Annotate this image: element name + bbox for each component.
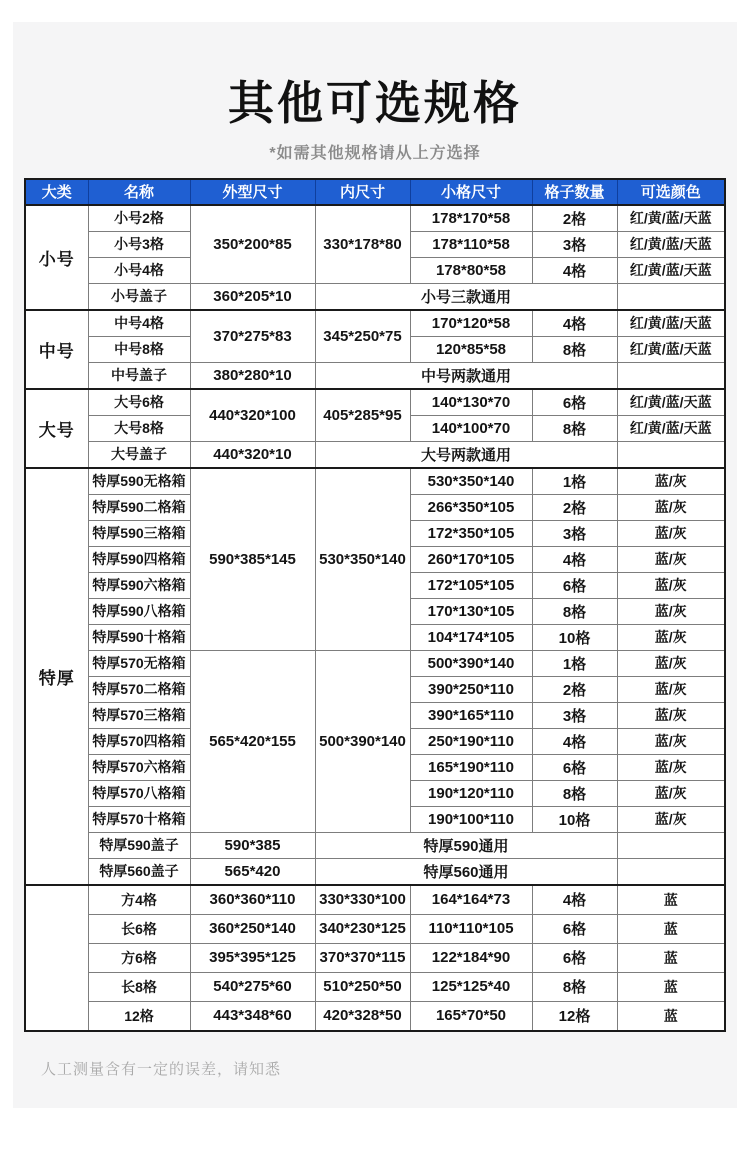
spec-card — [13, 22, 737, 1108]
cell-size-cell: 170*130*105 — [410, 598, 532, 624]
shared-note-cell: 中号两款通用 — [315, 362, 617, 389]
name-cell: 特厚590四格箱 — [88, 546, 190, 572]
category-cell: 特厚 — [25, 468, 88, 885]
outer-size-cell: 540*275*60 — [190, 972, 315, 1001]
cell-size-cell: 104*174*105 — [410, 624, 532, 650]
section-misc — [25, 885, 725, 1031]
grid-count-cell: 8格 — [532, 415, 617, 441]
page-title: 其他可选规格 — [228, 77, 522, 129]
name-cell: 特厚590六格箱 — [88, 572, 190, 598]
grid-count-cell: 4格 — [532, 728, 617, 754]
inner-size-cell: 370*370*115 — [315, 943, 410, 972]
colors-cell: 蓝/灰 — [617, 494, 725, 520]
cell-size-cell: 172*350*105 — [410, 520, 532, 546]
name-cell: 中号盖子 — [88, 362, 190, 389]
name-cell: 大号8格 — [88, 415, 190, 441]
name-cell: 大号6格 — [88, 389, 190, 416]
col-header-outer-size: 外型尺寸 — [190, 179, 315, 205]
table-row — [25, 310, 725, 337]
inner-size-cell: 330*178*80 — [315, 205, 410, 284]
outer-size-cell: 590*385 — [190, 832, 315, 858]
cell-size-cell: 178*170*58 — [410, 205, 532, 232]
colors-cell: 蓝/灰 — [617, 676, 725, 702]
cell-size-cell: 125*125*40 — [410, 972, 532, 1001]
name-cell: 方6格 — [88, 943, 190, 972]
cell-size-cell: 530*350*140 — [410, 468, 532, 495]
name-cell: 特厚590无格箱 — [88, 468, 190, 495]
name-cell: 特厚570十格箱 — [88, 806, 190, 832]
cell-size-cell: 110*110*105 — [410, 914, 532, 943]
shared-note-cell: 特厚590通用 — [315, 832, 617, 858]
cell-size-cell: 165*190*110 — [410, 754, 532, 780]
table-row — [25, 1001, 725, 1031]
empty-colors-cell — [617, 362, 725, 389]
col-header-colors: 可选颜色 — [617, 179, 725, 205]
name-cell: 小号2格 — [88, 205, 190, 232]
table-row — [25, 832, 725, 858]
outer-size-cell: 565*420*155 — [190, 650, 315, 832]
inner-size-cell: 330*330*100 — [315, 885, 410, 915]
section-small — [25, 205, 725, 310]
grid-count-cell: 1格 — [532, 468, 617, 495]
grid-count-cell: 8格 — [532, 336, 617, 362]
cell-size-cell: 260*170*105 — [410, 546, 532, 572]
cell-size-cell: 170*120*58 — [410, 310, 532, 337]
grid-count-cell: 2格 — [532, 494, 617, 520]
header-row — [25, 179, 725, 205]
cell-size-cell: 172*105*105 — [410, 572, 532, 598]
outer-size-cell: 350*200*85 — [190, 205, 315, 284]
name-cell: 特厚570六格箱 — [88, 754, 190, 780]
colors-cell: 蓝/灰 — [617, 780, 725, 806]
colors-cell: 蓝 — [617, 1001, 725, 1031]
table-row — [25, 389, 725, 416]
measurement-disclaimer: 人工测量含有一定的误差，请知悉 — [41, 1060, 282, 1078]
name-cell: 长8格 — [88, 972, 190, 1001]
cell-size-cell: 178*110*58 — [410, 231, 532, 257]
empty-colors-cell — [617, 441, 725, 468]
outer-size-cell: 370*275*83 — [190, 310, 315, 363]
name-cell: 特厚560盖子 — [88, 858, 190, 885]
outer-size-cell: 360*205*10 — [190, 283, 315, 310]
grid-count-cell: 10格 — [532, 806, 617, 832]
inner-size-cell: 340*230*125 — [315, 914, 410, 943]
cell-size-cell: 120*85*58 — [410, 336, 532, 362]
grid-count-cell: 2格 — [532, 205, 617, 232]
inner-size-cell: 420*328*50 — [315, 1001, 410, 1031]
outer-size-cell: 360*250*140 — [190, 914, 315, 943]
name-cell: 中号4格 — [88, 310, 190, 337]
colors-cell: 蓝 — [617, 885, 725, 915]
cell-size-cell: 390*250*110 — [410, 676, 532, 702]
colors-cell: 蓝/灰 — [617, 702, 725, 728]
empty-colors-cell — [617, 858, 725, 885]
category-cell: 大号 — [25, 389, 88, 468]
colors-cell: 蓝/灰 — [617, 650, 725, 676]
grid-count-cell: 4格 — [532, 885, 617, 915]
name-cell: 特厚590盖子 — [88, 832, 190, 858]
inner-size-cell: 345*250*75 — [315, 310, 410, 363]
cell-size-cell: 190*120*110 — [410, 780, 532, 806]
section-extra-thick — [25, 468, 725, 885]
outer-size-cell: 590*385*145 — [190, 468, 315, 651]
name-cell: 小号4格 — [88, 257, 190, 283]
table-row — [25, 914, 725, 943]
category-cell: 小号 — [25, 205, 88, 310]
name-cell: 长6格 — [88, 914, 190, 943]
colors-cell: 蓝/灰 — [617, 728, 725, 754]
colors-cell: 蓝/灰 — [617, 598, 725, 624]
colors-cell: 蓝/灰 — [617, 624, 725, 650]
table-row — [25, 362, 725, 389]
name-cell: 特厚570四格箱 — [88, 728, 190, 754]
grid-count-cell: 10格 — [532, 624, 617, 650]
inner-size-cell: 500*390*140 — [315, 650, 410, 832]
colors-cell: 蓝/灰 — [617, 754, 725, 780]
grid-count-cell: 6格 — [532, 943, 617, 972]
col-header-name: 名称 — [88, 179, 190, 205]
col-header-category: 大类 — [25, 179, 88, 205]
colors-cell: 红/黄/蓝/天蓝 — [617, 389, 725, 416]
grid-count-cell: 8格 — [532, 972, 617, 1001]
grid-count-cell: 6格 — [532, 914, 617, 943]
grid-count-cell: 2格 — [532, 676, 617, 702]
grid-count-cell: 1格 — [532, 650, 617, 676]
outer-size-cell: 440*320*100 — [190, 389, 315, 442]
table-row — [25, 885, 725, 915]
empty-colors-cell — [617, 283, 725, 310]
grid-count-cell: 3格 — [532, 231, 617, 257]
colors-cell: 蓝/灰 — [617, 806, 725, 832]
colors-cell: 蓝 — [617, 972, 725, 1001]
cell-size-cell: 190*100*110 — [410, 806, 532, 832]
section-medium — [25, 310, 725, 389]
outer-size-cell: 360*360*110 — [190, 885, 315, 915]
name-cell: 方4格 — [88, 885, 190, 915]
grid-count-cell: 6格 — [532, 754, 617, 780]
cell-size-cell: 266*350*105 — [410, 494, 532, 520]
spec-table — [24, 178, 726, 1032]
cell-size-cell: 122*184*90 — [410, 943, 532, 972]
outer-size-cell: 443*348*60 — [190, 1001, 315, 1031]
cell-size-cell: 165*70*50 — [410, 1001, 532, 1031]
colors-cell: 红/黄/蓝/天蓝 — [617, 310, 725, 337]
name-cell: 特厚570二格箱 — [88, 676, 190, 702]
shared-note-cell: 小号三款通用 — [315, 283, 617, 310]
section-large — [25, 389, 725, 468]
colors-cell: 蓝 — [617, 914, 725, 943]
grid-count-cell: 4格 — [532, 257, 617, 283]
name-cell: 12格 — [88, 1001, 190, 1031]
grid-count-cell: 8格 — [532, 780, 617, 806]
shared-note-cell: 特厚560通用 — [315, 858, 617, 885]
colors-cell: 红/黄/蓝/天蓝 — [617, 415, 725, 441]
name-cell: 特厚590八格箱 — [88, 598, 190, 624]
colors-cell: 红/黄/蓝/天蓝 — [617, 231, 725, 257]
colors-cell: 红/黄/蓝/天蓝 — [617, 336, 725, 362]
cell-size-cell: 140*100*70 — [410, 415, 532, 441]
colors-cell: 红/黄/蓝/天蓝 — [617, 205, 725, 232]
category-cell-empty — [25, 885, 88, 1031]
cell-size-cell: 500*390*140 — [410, 650, 532, 676]
name-cell: 大号盖子 — [88, 441, 190, 468]
cell-size-cell: 164*164*73 — [410, 885, 532, 915]
colors-cell: 蓝/灰 — [617, 546, 725, 572]
inner-size-cell: 530*350*140 — [315, 468, 410, 651]
name-cell: 特厚570八格箱 — [88, 780, 190, 806]
name-cell: 特厚570三格箱 — [88, 702, 190, 728]
name-cell: 小号3格 — [88, 231, 190, 257]
table-row — [25, 441, 725, 468]
name-cell: 小号盖子 — [88, 283, 190, 310]
grid-count-cell: 3格 — [532, 520, 617, 546]
cell-size-cell: 390*165*110 — [410, 702, 532, 728]
grid-count-cell: 8格 — [532, 598, 617, 624]
table-row — [25, 972, 725, 1001]
category-cell: 中号 — [25, 310, 88, 389]
table-row — [25, 205, 725, 232]
table-row — [25, 283, 725, 310]
cell-size-cell: 140*130*70 — [410, 389, 532, 416]
cell-size-cell: 178*80*58 — [410, 257, 532, 283]
empty-colors-cell — [617, 832, 725, 858]
col-header-grid-count: 格子数量 — [532, 179, 617, 205]
name-cell: 特厚590三格箱 — [88, 520, 190, 546]
grid-count-cell: 3格 — [532, 702, 617, 728]
grid-count-cell: 4格 — [532, 546, 617, 572]
table-row — [25, 468, 725, 495]
cell-size-cell: 250*190*110 — [410, 728, 532, 754]
name-cell: 特厚590十格箱 — [88, 624, 190, 650]
colors-cell: 红/黄/蓝/天蓝 — [617, 257, 725, 283]
col-header-inner-size: 内尺寸 — [315, 179, 410, 205]
colors-cell: 蓝/灰 — [617, 572, 725, 598]
colors-cell: 蓝/灰 — [617, 520, 725, 546]
colors-cell: 蓝 — [617, 943, 725, 972]
grid-count-cell: 6格 — [532, 389, 617, 416]
name-cell: 特厚570无格箱 — [88, 650, 190, 676]
inner-size-cell: 405*285*95 — [315, 389, 410, 442]
page-subtitle: *如需其他规格请从上方选择 — [269, 144, 481, 162]
shared-note-cell: 大号两款通用 — [315, 441, 617, 468]
outer-size-cell: 380*280*10 — [190, 362, 315, 389]
grid-count-cell: 4格 — [532, 310, 617, 337]
grid-count-cell: 6格 — [532, 572, 617, 598]
name-cell: 特厚590二格箱 — [88, 494, 190, 520]
outer-size-cell: 565*420 — [190, 858, 315, 885]
table-row — [25, 943, 725, 972]
outer-size-cell: 395*395*125 — [190, 943, 315, 972]
grid-count-cell: 12格 — [532, 1001, 617, 1031]
colors-cell: 蓝/灰 — [617, 468, 725, 495]
outer-size-cell: 440*320*10 — [190, 441, 315, 468]
name-cell: 中号8格 — [88, 336, 190, 362]
table-row — [25, 858, 725, 885]
inner-size-cell: 510*250*50 — [315, 972, 410, 1001]
table-row — [25, 650, 725, 676]
table-header — [25, 179, 725, 205]
col-header-cell-size: 小格尺寸 — [410, 179, 532, 205]
